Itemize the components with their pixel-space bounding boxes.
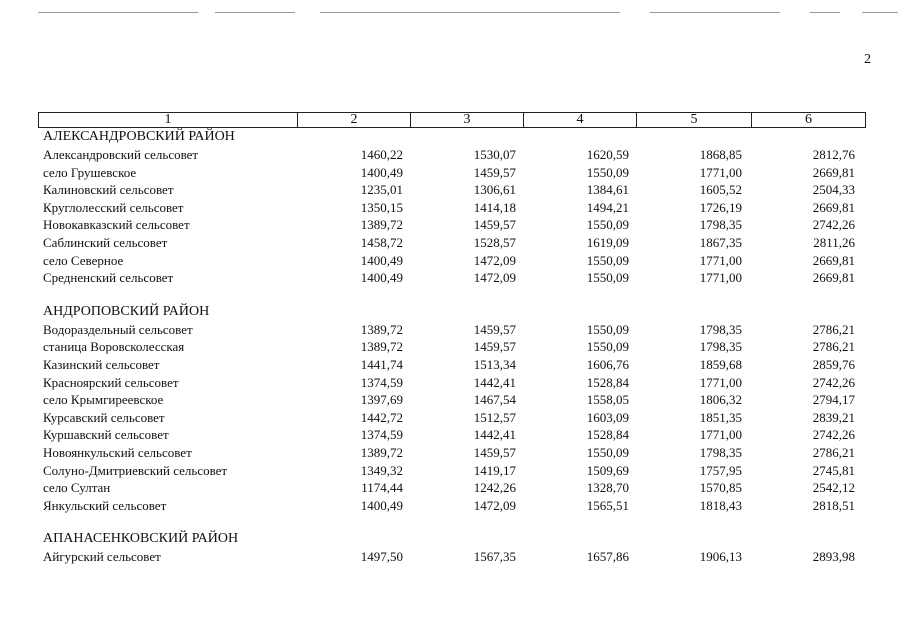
value-cell-col-6: 2745,81 [812, 462, 855, 478]
value-cell-col-3: 1459,57 [473, 321, 516, 337]
value-cell-col-3: 1472,09 [473, 270, 516, 286]
value-cell-col-4: 1657,86 [586, 549, 629, 565]
value-cell-col-4: 1606,76 [586, 356, 629, 372]
value-cell-col-5: 1726,19 [699, 199, 742, 215]
value-cell-col-6: 2669,81 [812, 270, 855, 286]
value-cell-col-6: 2839,21 [812, 409, 855, 425]
value-cell-col-4: 1603,09 [586, 409, 629, 425]
value-cell-col-4: 1328,70 [586, 480, 629, 496]
value-cell-col-5: 1859,68 [699, 356, 742, 372]
value-cell-col-4: 1550,09 [586, 270, 629, 286]
settlement-name: Круглолесский сельсовет [43, 199, 184, 215]
value-cell-col-6: 2893,98 [812, 549, 855, 565]
settlement-name: Новокавказский сельсовет [43, 217, 190, 233]
table-row [38, 548, 866, 566]
value-cell-col-5: 1771,00 [699, 427, 742, 443]
settlement-name: село Крымгиреевское [43, 392, 164, 408]
settlement-name: Курсавский сельсовет [43, 409, 165, 425]
value-cell-col-6: 2669,81 [812, 252, 855, 268]
value-cell-col-4: 1494,21 [586, 199, 629, 215]
scan-artifact-line [650, 12, 780, 13]
value-cell-col-4: 1550,09 [586, 444, 629, 460]
value-cell-col-2: 1400,49 [360, 164, 403, 180]
value-cell-col-5: 1771,00 [699, 164, 742, 180]
table-row [38, 234, 866, 252]
value-cell-col-5: 1851,35 [699, 409, 742, 425]
value-cell-col-5: 1798,35 [699, 321, 742, 337]
value-cell-col-3: 1530,07 [473, 147, 516, 162]
value-cell-col-3: 1528,57 [473, 234, 516, 250]
value-cell-col-3: 1459,57 [473, 444, 516, 460]
value-cell-col-2: 1458,72 [360, 234, 403, 250]
value-cell-col-5: 1798,35 [699, 339, 742, 355]
value-cell-col-2: 1497,50 [360, 549, 403, 565]
table-row [38, 479, 866, 497]
value-cell-col-5: 1771,00 [699, 374, 742, 390]
district-title: АЛЕКСАНДРОВСКИЙ РАЙОН [43, 129, 235, 144]
value-cell-col-2: 1374,59 [360, 374, 403, 390]
value-cell-col-4: 1550,09 [586, 217, 629, 233]
value-cell-col-4: 1565,51 [586, 497, 629, 513]
table-row [38, 444, 866, 462]
value-cell-col-4: 1558,05 [586, 392, 629, 408]
header-cell-6: 6 [751, 113, 865, 127]
value-cell-col-4: 1550,09 [586, 252, 629, 268]
section-gap [38, 514, 866, 530]
settlement-name: Средненский сельсовет [43, 270, 174, 286]
value-cell-col-2: 1389,72 [360, 444, 403, 460]
table-row [38, 356, 866, 374]
table-row [38, 252, 866, 270]
settlement-name: село Грушевское [43, 164, 137, 180]
scan-artifact-line [215, 12, 295, 13]
value-cell-col-6: 2859,76 [812, 356, 855, 372]
value-cell-col-6: 2669,81 [812, 164, 855, 180]
scan-artifact-line [320, 12, 620, 13]
value-cell-col-5: 1906,13 [699, 549, 742, 565]
value-cell-col-3: 1419,17 [473, 462, 516, 478]
settlement-name: Янкульский сельсовет [43, 497, 167, 513]
value-cell-col-4: 1528,84 [586, 374, 629, 390]
value-cell-col-5: 1570,85 [699, 480, 742, 496]
value-cell-col-5: 1757,95 [699, 462, 742, 478]
value-cell-col-6: 2786,21 [812, 444, 855, 460]
settlement-name: станица Воровсколесская [43, 339, 185, 355]
value-cell-col-6: 2742,26 [812, 217, 855, 233]
page-number: 2 [864, 52, 871, 67]
value-cell-col-3: 1242,26 [473, 480, 516, 496]
value-cell-col-2: 1374,59 [360, 427, 403, 443]
tariff-table-body [38, 128, 866, 566]
table-row [38, 216, 866, 234]
value-cell-col-4: 1550,09 [586, 339, 629, 355]
value-cell-col-3: 1459,57 [473, 217, 516, 233]
value-cell-col-2: 1349,32 [360, 462, 403, 478]
value-cell-col-3: 1459,57 [473, 339, 516, 355]
value-cell-col-4: 1620,59 [586, 147, 629, 162]
table-row [38, 497, 866, 515]
header-cell-3: 3 [410, 113, 523, 127]
settlement-name: Калиновский сельсовет [43, 182, 174, 198]
value-cell-col-6: 2794,17 [812, 392, 855, 408]
value-cell-col-6: 2742,26 [812, 374, 855, 390]
value-cell-col-2: 1350,15 [360, 199, 403, 215]
settlement-name: село Северное [43, 252, 124, 268]
value-cell-col-2: 1400,49 [360, 270, 403, 286]
value-cell-col-5: 1771,00 [699, 252, 742, 268]
settlement-name: Куршавский сельсовет [43, 427, 169, 443]
settlement-name: Айгурский сельсовет [43, 549, 161, 565]
district-title: АНДРОПОВСКИЙ РАЙОН [43, 303, 210, 319]
value-cell-col-2: 1400,49 [360, 252, 403, 268]
value-cell-col-3: 1442,41 [473, 427, 516, 443]
settlement-name: Александровский сельсовет [43, 147, 199, 162]
value-cell-col-5: 1798,35 [699, 444, 742, 460]
value-cell-col-2: 1442,72 [360, 409, 403, 425]
value-cell-col-4: 1528,84 [586, 427, 629, 443]
value-cell-col-4: 1550,09 [586, 164, 629, 180]
value-cell-col-4: 1550,09 [586, 321, 629, 337]
value-cell-col-3: 1467,54 [473, 392, 516, 408]
value-cell-col-6: 2786,21 [812, 339, 855, 355]
value-cell-col-2: 1235,01 [360, 182, 403, 198]
value-cell-col-4: 1509,69 [586, 462, 629, 478]
settlement-name: Саблинский сельсовет [43, 234, 168, 250]
value-cell-col-5: 1867,35 [699, 234, 742, 250]
table-row [38, 164, 866, 182]
table-row [38, 426, 866, 444]
header-cell-1: 1 [164, 112, 172, 127]
value-cell-col-6: 2818,51 [812, 497, 855, 513]
value-cell-col-6: 2812,76 [812, 147, 855, 162]
header-cell-5: 5 [636, 113, 751, 127]
value-cell-col-2: 1389,72 [360, 339, 403, 355]
value-cell-col-5: 1798,35 [699, 217, 742, 233]
value-cell-col-5: 1868,85 [699, 147, 742, 162]
value-cell-col-3: 1442,41 [473, 374, 516, 390]
value-cell-col-6: 2669,81 [812, 199, 855, 215]
table-row [38, 269, 866, 287]
table-row [38, 338, 866, 356]
table-row [38, 462, 866, 480]
table-row [38, 374, 866, 392]
value-cell-col-6: 2504,33 [812, 182, 855, 198]
value-cell-col-3: 1472,09 [473, 497, 516, 513]
value-cell-col-3: 1414,18 [473, 199, 516, 215]
section-gap [38, 287, 866, 303]
settlement-name: Солуно-Дмитриевский сельсовет [43, 462, 228, 478]
scan-artifact-line [38, 12, 198, 13]
header-cell-2: 2 [297, 113, 410, 127]
table-row [38, 409, 866, 427]
table-row [38, 321, 866, 339]
value-cell-col-2: 1389,72 [360, 217, 403, 233]
value-cell-col-2: 1389,72 [360, 321, 403, 337]
settlement-name: Казинский сельсовет [43, 356, 160, 372]
value-cell-col-2: 1400,49 [360, 497, 403, 513]
value-cell-col-2: 1460,22 [360, 147, 403, 162]
district-title: АПАНАСЕНКОВСКИЙ РАЙОН [43, 531, 239, 547]
value-cell-col-3: 1567,35 [473, 549, 516, 565]
settlement-name: село Султан [43, 480, 111, 496]
scan-artifact-line [862, 12, 898, 13]
value-cell-col-6: 2542,12 [812, 480, 855, 496]
table-row [38, 146, 866, 164]
table-row [38, 199, 866, 217]
settlement-name: Новоянкульский сельсовет [43, 444, 192, 460]
value-cell-col-3: 1472,09 [473, 252, 516, 268]
value-cell-col-3: 1513,34 [473, 356, 516, 372]
value-cell-col-3: 1306,61 [473, 182, 516, 198]
value-cell-col-3: 1512,57 [473, 409, 516, 425]
value-cell-col-3: 1459,57 [473, 164, 516, 180]
value-cell-col-2: 1174,44 [361, 480, 403, 496]
scan-artifact-line [810, 12, 840, 13]
table-row [38, 181, 866, 199]
settlement-name: Красноярский сельсовет [43, 374, 179, 390]
value-cell-col-5: 1806,32 [699, 392, 742, 408]
value-cell-col-4: 1619,09 [586, 234, 629, 250]
value-cell-col-5: 1605,52 [699, 182, 742, 198]
value-cell-col-6: 2811,26 [813, 234, 855, 250]
value-cell-col-6: 2786,21 [812, 321, 855, 337]
value-cell-col-6: 2742,26 [812, 427, 855, 443]
table-row [38, 391, 866, 409]
value-cell-col-2: 1397,69 [360, 392, 403, 408]
value-cell-col-5: 1771,00 [699, 270, 742, 286]
value-cell-col-5: 1818,43 [699, 497, 742, 513]
table-header-row [38, 112, 866, 128]
header-cell-4: 4 [523, 113, 636, 127]
settlement-name: Водораздельный сельсовет [43, 321, 193, 337]
value-cell-col-4: 1384,61 [586, 182, 629, 198]
value-cell-col-2: 1441,74 [360, 356, 403, 372]
